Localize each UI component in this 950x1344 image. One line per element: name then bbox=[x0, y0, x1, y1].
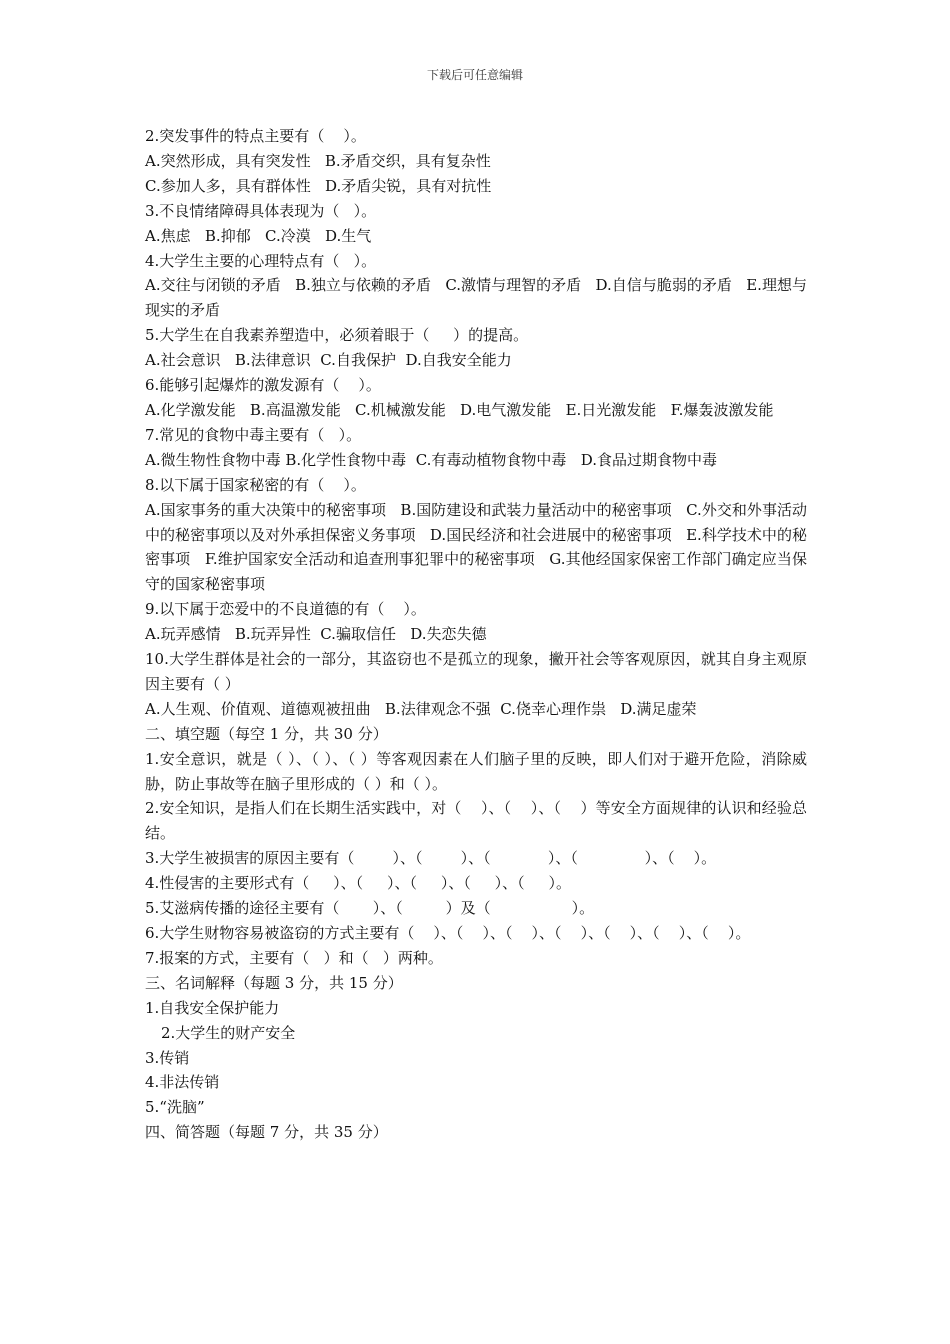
question-2-options-cd: C.参加人多，具有群体性 D.矛盾尖锐，具有对抗性 bbox=[145, 176, 492, 195]
question-9: 9.以下属于恋爱中的不良道德的有（ ）。 bbox=[145, 600, 426, 619]
term-4: 4.非法传销 bbox=[145, 1073, 220, 1092]
question-10: 10.大学生群体是社会的一部分，其盗窃也不是孤立的现象，撇开社会等客观原因，就其自身主观原因主要有（ ） bbox=[145, 650, 807, 693]
question-8: 8.以下属于国家秘密的有（ ）。 bbox=[145, 475, 366, 494]
question-3-options: A.焦虑 B.抑郁 C.冷漠 D.生气 bbox=[145, 226, 372, 245]
question-8-options: A.国家事务的重大决策中的秘密事项 B.国防建设和武装力量活动中的秘密事项 C.外交和外事活动中的秘密事项以及对外承担保密义务事项 D.国民经济和社会进展中的秘密事项 E.科学技术中的秘密事项 F.维护国家安全活动和追查刑事犯罪中的秘密事项 G.其他经国家保密工作部门确定应当保守的国家秘密事项 bbox=[145, 500, 807, 594]
fill-in-7: 7.报案的方式，主要有（ ）和（ ）两种。 bbox=[145, 948, 443, 967]
question-5-options: A.社会意识 B.法律意识 C.自我保护 D.自我安全能力 bbox=[145, 351, 512, 370]
question-4: 4.大学生主要的心理特点有（ ）。 bbox=[145, 251, 377, 270]
question-7: 7.常见的食物中毒主要有（ ）。 bbox=[145, 425, 362, 444]
term-5: 5.“洗脑” bbox=[145, 1098, 205, 1117]
document-body bbox=[145, 124, 807, 1145]
section-fill-in-heading: 二、填空题（每空 1 分，共 30 分） bbox=[145, 724, 388, 743]
fill-in-5: 5.艾滋病传播的途径主要有（ ）、（ ）及（ ）。 bbox=[145, 899, 595, 918]
section-terms-heading: 三、名词解释（每题 3 分，共 15 分） bbox=[145, 973, 403, 992]
question-2-options-ab: A.突然形成，具有突发性 B.矛盾交织，具有复杂性 bbox=[145, 151, 491, 170]
page-header: 下载后可任意编辑 bbox=[426, 68, 523, 82]
question-3: 3.不良情绪障碍具体表现为（ ）。 bbox=[145, 201, 377, 220]
term-3: 3.传销 bbox=[145, 1048, 190, 1067]
question-6-options: A.化学激发能 B.高温激发能 C.机械激发能 D.电气激发能 E.日光激发能 F.爆轰波激发能 bbox=[145, 400, 774, 419]
fill-in-4: 4.性侵害的主要形式有（ ）、（ ）、（ ）、（ ）、（ ）。 bbox=[145, 874, 572, 893]
question-6: 6.能够引起爆炸的激发源有（ ）。 bbox=[145, 376, 381, 395]
question-2: 2.突发事件的特点主要有（ ）。 bbox=[145, 127, 366, 145]
term-2: 2.大学生的财产安全 bbox=[161, 1023, 296, 1042]
term-1: 1.自我安全保护能力 bbox=[145, 998, 280, 1017]
question-9-options: A.玩弄感情 B.玩弄异性 C.骗取信任 D.失恋失德 bbox=[145, 625, 487, 644]
section-short-answer-heading: 四、简答题（每题 7 分，共 35 分） bbox=[145, 1123, 388, 1142]
question-10-options: A.人生观、价值观、道德观被扭曲 B.法律观念不强 C.侥幸心理作祟 D.满足虚荣 bbox=[145, 699, 697, 718]
question-5: 5.大学生在自我素养塑造中，必须着眼于（ ）的提高。 bbox=[145, 326, 529, 345]
fill-in-6: 6.大学生财物容易被盗窃的方式主要有（ ）、（ ）、（ ）、（ ）、（ ）、（ ）、（ ）。 bbox=[145, 924, 751, 942]
question-4-options: A.交往与闭锁的矛盾 B.独立与依赖的矛盾 C.激情与理智的矛盾 D.自信与脆弱的矛盾 E.理想与现实的矛盾 bbox=[145, 276, 807, 320]
fill-in-1: 1.安全意识，就是（ ）、（ ）、（ ）等客观因素在人们脑子里的反映，即人们对于避开危险，消除威胁，防止事故等在脑子里形成的（ ）和（ ）。 bbox=[145, 749, 807, 793]
question-7-options: A.微生物性食物中毒 B.化学性食物中毒 C.有毒动植物食物中毒 D.食品过期食物中毒 bbox=[145, 450, 717, 469]
fill-in-3: 3.大学生被损害的原因主要有（ ）、（ ）、（ ）、（ ）、（ ）。 bbox=[145, 849, 717, 868]
fill-in-2: 2.安全知识，是指人们在长期生活实践中，对（ ）、（ ）、（ ）等安全方面规律的认识和经验总结。 bbox=[145, 799, 807, 843]
